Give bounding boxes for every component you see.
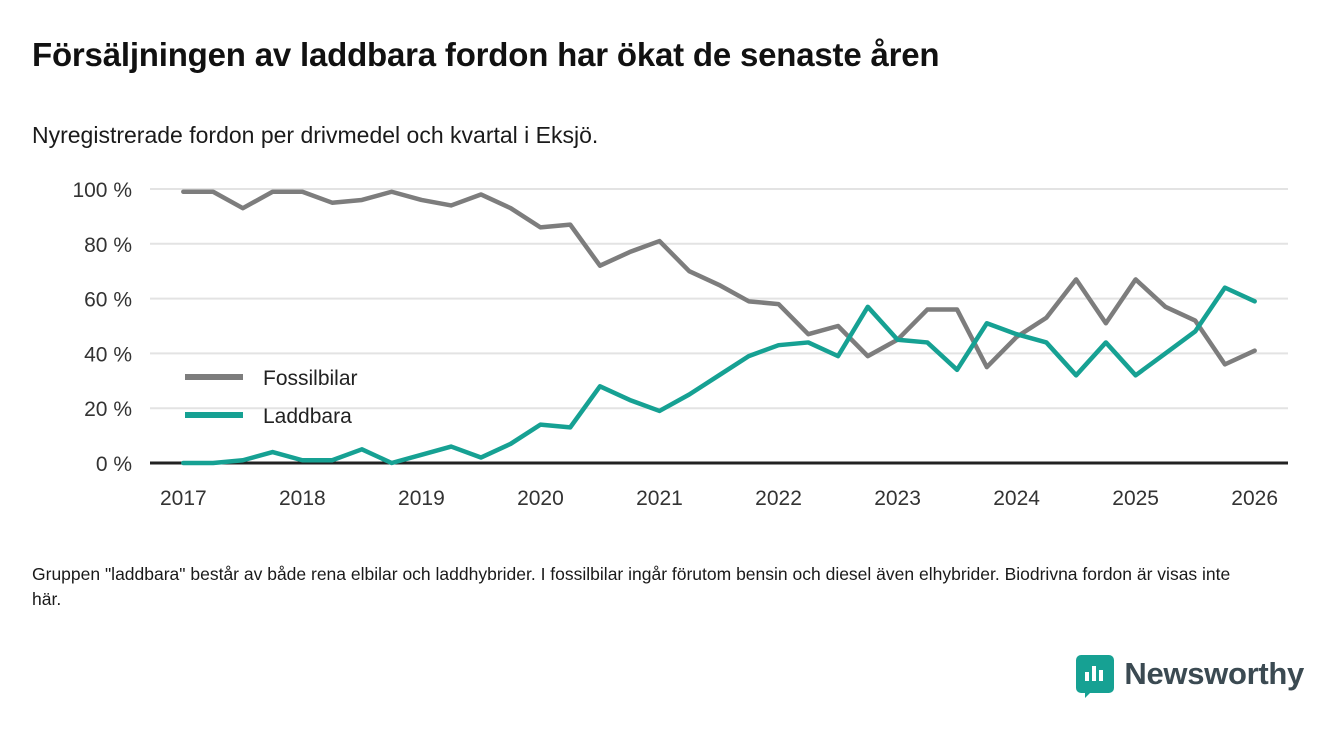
legend-label: Laddbara	[263, 405, 352, 428]
legend-label: Fossilbilar	[263, 367, 358, 390]
x-tick-label: 2017	[159, 487, 207, 510]
x-tick-label: 2021	[636, 487, 683, 510]
line-chart	[0, 165, 1340, 525]
x-tick-label: 2025	[1112, 487, 1159, 510]
brand-logo	[1076, 655, 1304, 693]
x-tick-label: 2020	[517, 487, 564, 510]
y-tick-label: 100 %	[72, 179, 132, 202]
chart-legend	[185, 367, 358, 428]
x-tick-label: 2023	[874, 487, 921, 510]
x-tick-label: 2019	[398, 487, 445, 510]
y-tick-label: 80 %	[84, 233, 132, 257]
page-subtitle: Nyregistrerade fordon per drivmedel och kvartal i Eksjö.	[32, 122, 599, 148]
y-tick-label: 0 %	[95, 453, 132, 476]
brand-name: Newsworthy	[1124, 656, 1304, 691]
y-tick-label: 40 %	[84, 343, 132, 367]
x-tick-label: 2022	[755, 487, 802, 510]
chart-svg	[0, 165, 1340, 525]
series-line	[183, 192, 1254, 367]
page-title: Försäljningen av laddbara fordon har ökat de senaste åren	[32, 36, 940, 73]
x-axis-labels	[160, 487, 1278, 510]
x-tick-label: 2026	[1231, 487, 1279, 510]
newsworthy-icon	[1076, 655, 1114, 693]
y-tick-label: 20 %	[84, 398, 132, 422]
x-tick-label: 2018	[279, 487, 326, 510]
y-tick-label: 60 %	[84, 288, 132, 312]
x-tick-label: 2024	[993, 487, 1040, 510]
chart-footnote: Gruppen "laddbara" består av både rena elbilar och laddhybrider. I fossilbilar ingår förutom bensin och diesel även elhybrider. Biodrivna fordon är visas inte här.	[32, 564, 1231, 610]
y-axis-labels	[72, 179, 132, 476]
